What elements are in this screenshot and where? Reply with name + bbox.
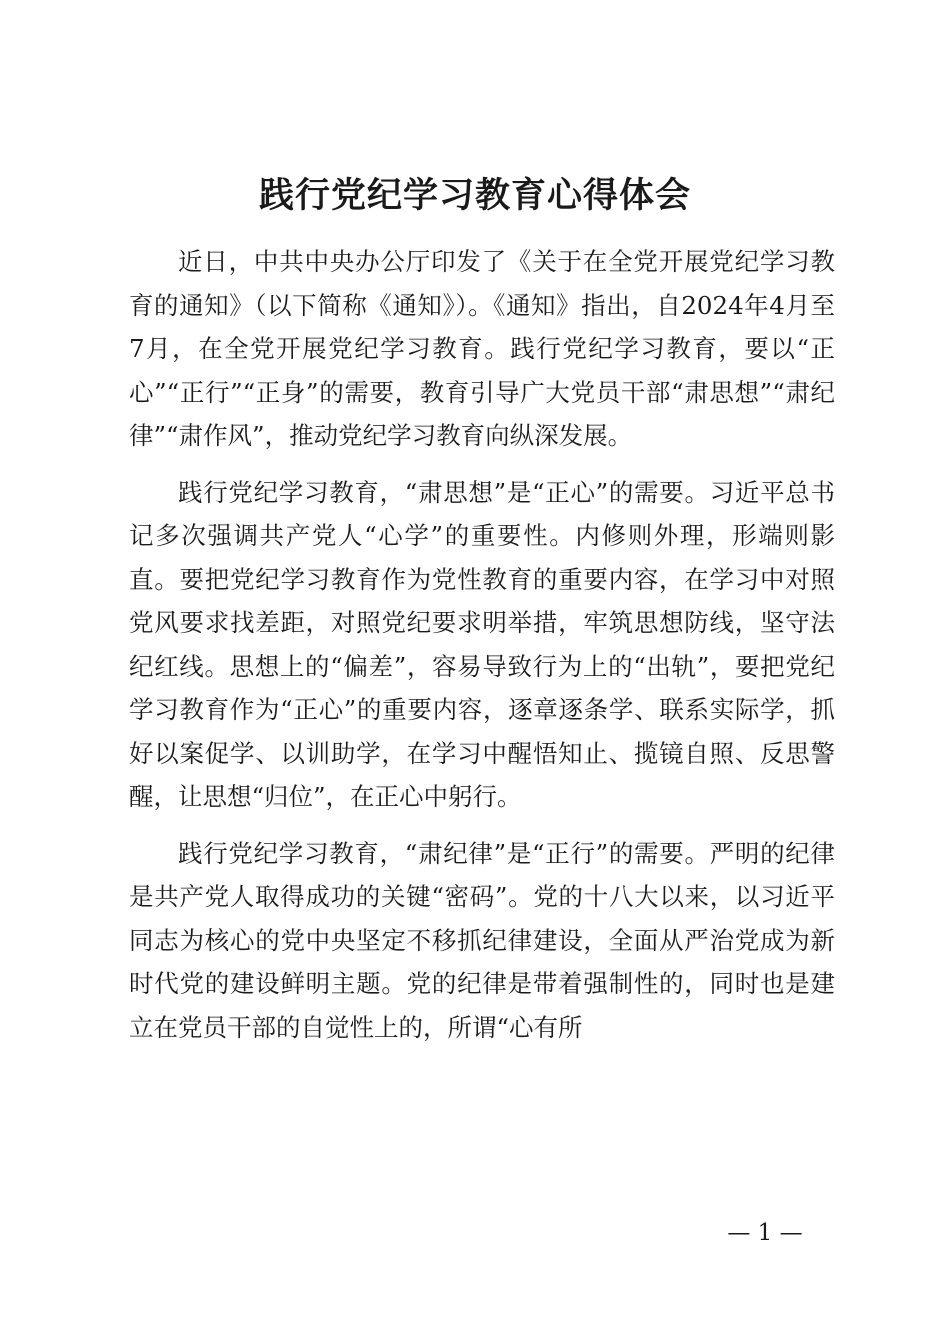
- paragraph-1: 近日，中共中央办公厅印发了《关于在全党开展党纪学习教育的通知》（以下简称《通知》）。《通知》指出，自2024年4月至7月，在全党开展党纪学习教育。践行党纪学习教育，要以“正心”“正行”“正身”的需要，教育引导广大党员干部“肃思想”“肃纪律”“肃作风”，推动党纪学习教育向纵深发展。: [129, 247, 835, 450]
- paragraph-3: 践行党纪学习教育，“肃纪律”是“正行”的需要。严明的纪律是共产党人取得成功的关键“密码”。党的十八大以来，以习近平同志为核心的党中央坚定不移抓纪律建设，全面从严治党成为新时代党的建设鲜明主题。党的纪律是带着强制性的，同时也是建立在党员干部的自觉性上的，所谓“心有所: [129, 838, 835, 1042]
- paragraph-2: 践行党纪学习教育，“肃思想”是“正心”的需要。习近平总书记多次强调共产党人“心学”的重要性。内修则外理，形端则影直。要把党纪学习教育作为党性教育的重要内容，在学习中对照党风要求找差距，对照党纪要求明举措，牢筑思想防线，坚守法纪红线。思想上的“偏差”，容易导致行为上的“出轨”，要把党纪学习教育作为“正心”的重要内容，逐章逐条学、联系实际学，抓好以案促学、以训助学，在学习中醒悟知止、揽镜自照、反思警醒，让思想“归位”，在正心中躬行。: [129, 477, 835, 811]
- document-body: [129, 240, 835, 1062]
- document-title: 践行党纪学习教育心得体会: [258, 175, 691, 216]
- page-number: — 1 —: [727, 1220, 803, 1246]
